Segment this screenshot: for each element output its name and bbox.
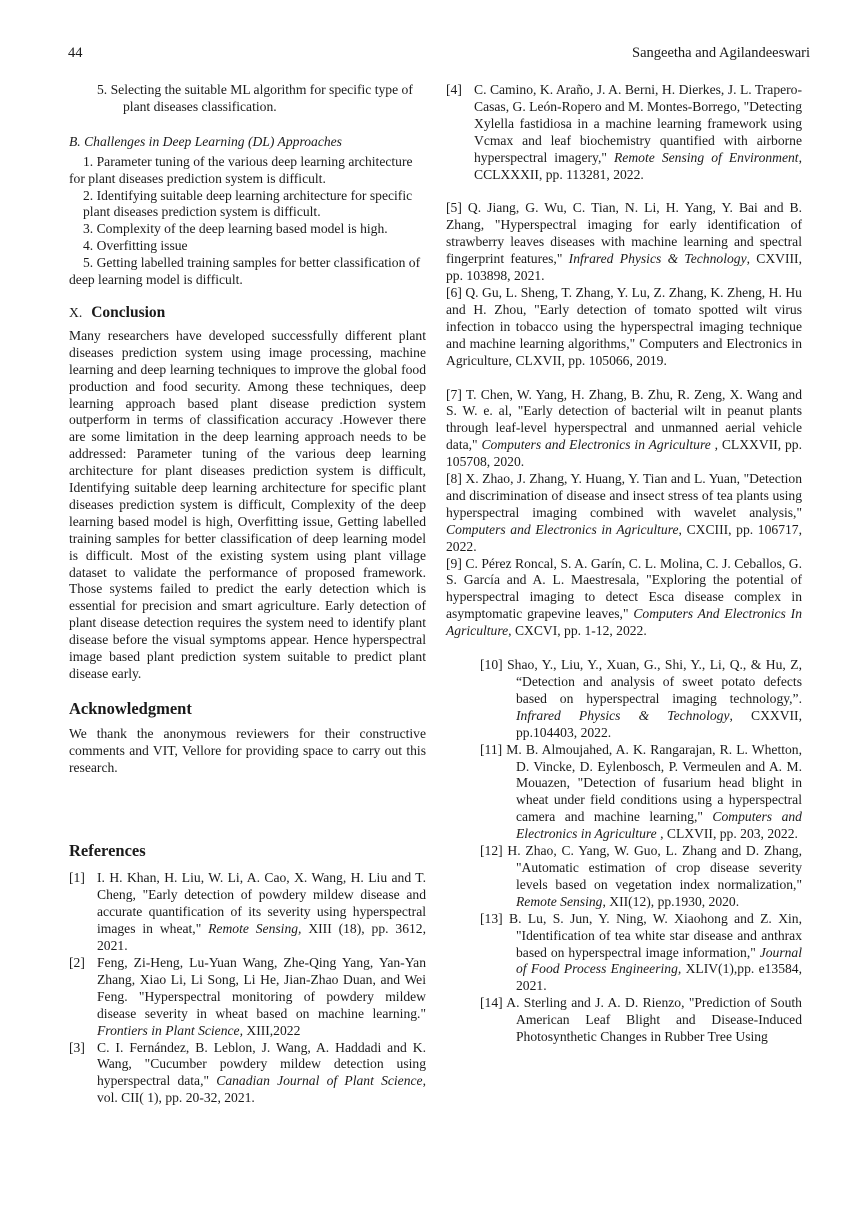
reference-item xyxy=(69,870,426,955)
left-column xyxy=(69,80,426,1107)
reference-item xyxy=(69,1040,426,1108)
acknowledgment-heading: Acknowledgment xyxy=(69,698,192,718)
running-header-authors: Sangeetha and Agilandeeswari xyxy=(632,45,810,61)
dl-challenge-item-1: 1. Parameter tuning of the various deep learning architecture for plant diseases prediction system is difficult. xyxy=(69,153,413,186)
dl-challenge-item-5: 5. Getting labelled training samples for better classification of deep learning model is difficult. xyxy=(69,255,421,288)
reference-number: [4] xyxy=(446,82,462,97)
reference-item: [13] B. Lu, S. Jun, Y. Ning, W. Xiaohong and Z. Xin, "Identification of tea white star disease and anthrax based on hyperspectral image information," Journal of Food Process Engineering, XLIV(1),pp. e13584, 2021. xyxy=(480,910,802,994)
reference-item: [7] T. Chen, W. Yang, H. Zhang, B. Zhu, R. Zeng, X. Wang and S. W. e. al, "Early detection of bacterial wilt in peanut plants through leaf-level hyperspectral and unmanned aerial vehicle data," Computers and Electronics in Agriculture , CLXXVII, pp. 105708, 2020. xyxy=(446,386,802,470)
reference-number: [7] xyxy=(446,386,462,402)
conclusion-heading xyxy=(69,305,426,322)
reference-item: [14] A. Sterling and J. A. D. Rienzo, "Prediction of South American Leaf Blight and Disease-Induced Photosynthetic Changes in Rubber Tree Using xyxy=(480,995,802,1045)
dl-challenge-item-3: 3. Complexity of the deep learning based model is high. xyxy=(83,221,388,237)
acknowledgment-paragraph: We thank the anonymous reviewers for their constructive comments and VIT, Vellore for providing space to carry out this research. xyxy=(69,725,426,775)
numbered-references xyxy=(446,657,802,1046)
reference-number: [5] xyxy=(446,200,462,216)
reference-text: Feng, Zi-Heng, Lu-Yuan Wang, Zhe-Qing Yang, Yan-Yan Zhang, Xiao Li, Li Song, Li He, Jian-Zhao Duan, and Wei Feng. "Hyperspectral monitoring of powdery mildew disease severity in wheat based on machine learning." Frontiers in Plant Science, XIII,2022 xyxy=(97,954,426,1038)
reference-item: [12] H. Zhao, C. Yang, W. Guo, L. Zhang and D. Zhang, "Automatic estimation of crop disease severity levels based on vegetation index normalization," Remote Sensing, XII(12), pp.1930, 2020. xyxy=(480,843,802,909)
reference-number: [3] xyxy=(69,1039,85,1055)
reference-number: [9] xyxy=(446,555,462,571)
reference-number: [6] xyxy=(446,284,462,300)
reference-number: [13] xyxy=(480,910,503,926)
conclusion-paragraph: Many researchers have developed successfully different plant diseases prediction system using image processing, machine learning and deep learning techniques to improve the global food production and food security. Among these techniques, deep learning approach based plant disease prediction system outperform in terms of classification accuracy .However there are some limitation in the deep learning approach needs to be addressed: Parameter tuning of the various deep learning architecture for plant diseases prediction system is difficult, Identifying suitable deep learning architecture for specific plant diseases prediction system is difficult, Complexity of the deep learning based model is high, Overfitting issue, Getting labelled training samples for better classification of deep learning model is difficult. Most of the existing system using plant village dataset to validate the performance of proposed framework. Those systems failed to predict the early detection which is essential for precision and smart agriculture. Early detection of plant disease detection requires the system need to identify plant disease before the visual symptoms appear. Hence hyperspectral image based plant prediction system suitable to predict plant disease early. xyxy=(69,327,426,681)
page-number: 44 xyxy=(68,45,83,61)
conclusion-number: X. xyxy=(69,304,83,320)
references-heading: References xyxy=(69,840,146,860)
right-column xyxy=(446,80,802,1046)
reference-text: I. H. Khan, H. Liu, W. Li, A. Cao, X. Wang, H. Liu and T. Cheng, "Early detection of powdery mildew disease and accurate quantification of its severity using hyperspectral images in wheat," Remote Sensing, XIII (18), pp. 3612, 2021. xyxy=(97,870,426,954)
reference-number: [10] xyxy=(480,657,503,673)
reference-item: [10] Shao, Y., Liu, Y., Xuan, G., Shi, Y., Li, Q., & Hu, Z, “Detection and analysis of sweet potato defects based on hyperspectral imaging technology,”. Infrared Physics & Technology, CXXVII, pp.104403, 2022. xyxy=(480,657,802,740)
reference-number: [8] xyxy=(446,471,462,487)
reference-item: [5] Q. Jiang, G. Wu, C. Tian, N. Li, H. Yang, Y. Bai and B. Zhang, "Hyperspectral imaging for early identification of strawberry leaves diseases with machine learning and spectral fingerprint features," Infrared Physics & Technology, CXVIII, pp. 103898, 2021. xyxy=(446,200,802,284)
reference-text: C. Camino, K. Araño, J. A. Berni, H. Dierkes, J. L. Trapero-Casas, G. León-Ropero and M. Montes-Borrego, "Detecting Xylella fastidiosa in a machine learning framework using Vcmax and leaf biochemistry quantified with airborne hyperspectral imagery," Remote Sensing of Environment, CCLXXXII, pp. 113281, 2022. xyxy=(474,82,802,182)
reference-item: [8] X. Zhao, J. Zhang, Y. Huang, Y. Tian and L. Yuan, "Detection and discrimination of disease and insect stress of tea plants using hyperspectral imaging combined with wavelet analysis," Computers and Electronics in Agriculture, CXCIII, pp. 106717, 2022. xyxy=(446,471,802,554)
conclusion-title: Conclusion xyxy=(91,303,166,321)
reference-number: [1] xyxy=(69,870,85,886)
reference-number: [12] xyxy=(480,843,503,859)
reference-item xyxy=(446,82,802,183)
dl-challenges-heading: B. Challenges in Deep Learning (DL) Approaches xyxy=(69,133,342,149)
reference-item: [9] C. Pérez Roncal, S. A. Garín, C. L. Molina, C. J. Ceballos, G. S. García and A. L. Maestresala, "Exploring the potential of hyperspectral imaging to detect Esca disease complex in asymptomatic grapevine leaves," Computers And Electronics In Agriculture, CXCVI, pp. 1-12, 2022. xyxy=(446,555,802,639)
reference-number: [2] xyxy=(69,954,85,970)
dl-challenge-item-4: 4. Overfitting issue xyxy=(83,238,188,254)
dl-challenge-item-2: 2. Identifying suitable deep learning architecture for specific plant diseases prediction system is difficult. xyxy=(83,187,413,220)
reference-item: [6] Q. Gu, L. Sheng, T. Zhang, Y. Lu, Z. Zhang, K. Zheng, H. Hu and H. Zhou, "Early detection of tomato spotted wilt virus infection in tobacco using the hyperspectral imaging technique and machine learning algorithms," Computers and Electronics in Agriculture, CLXVII, pp. 105066, 2019. xyxy=(446,284,802,368)
ml-challenge-item-5: 5. Selecting the suitable ML algorithm for specific type of plant diseases classification. xyxy=(97,82,413,114)
reference-text: C. I. Fernández, B. Leblon, J. Wang, A. Haddadi and K. Wang, "Cucumber powdery mildew detection using hyperspectral data," Canadian Journal of Plant Science, vol. CII( 1), pp. 20-32, 2021. xyxy=(97,1039,426,1106)
reference-item xyxy=(69,955,426,1040)
reference-number: [11] xyxy=(480,741,503,757)
reference-number: [14] xyxy=(480,995,503,1011)
reference-item: [11] M. B. Almoujahed, A. K. Rangarajan, R. L. Whetton, D. Vincke, D. Eylenbosch, P. Vermeulen and A. M. Mouazen, "Detection of fusarium head blight in wheat under field conditions using a hyperspectral camera and machine learning," Computers and Electronics in Agriculture , CLXVII, pp. 203, 2022. xyxy=(480,741,802,842)
